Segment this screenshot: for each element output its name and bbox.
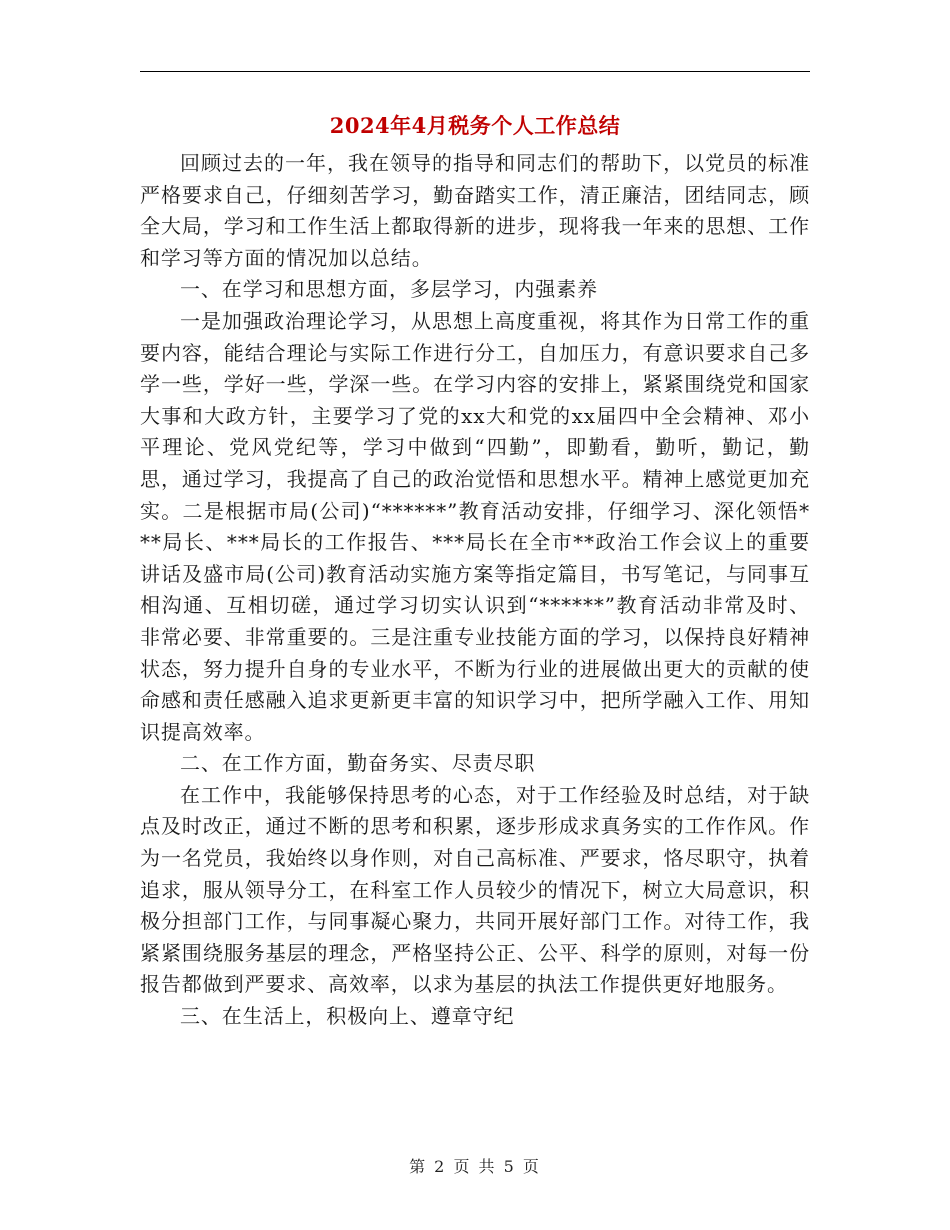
intro-paragraph: 回顾过去的一年，我在领导的指导和同志们的帮助下，以党员的标准严格要求自己，仔细刻苦学习，勤奋踏实工作，清正廉洁，团结同志，顾全大局，学习和工作生活上都取得新的进步，现将我一年来的思想、工作和学习等方面的情况加以总结。: [140, 151, 810, 270]
section-heading-study: 一、在学习和思想方面，多层学习，内强素养: [180, 277, 598, 302]
work-paragraph: 在工作中，我能够保持思考的心态，对于工作经验及时总结，对于缺点及时改正，通过不断的思考和积累，逐步形成求真务实的工作作风。作为一名党员，我始终以身作则，对自己高标准、严要求，恪尽职守，执着追求，服从领导分工，在科室工作人员较少的情况下，树立大局意识，积极分担部门工作，与同事凝心聚力，共同开展好部门工作。对待工作，我紧紧围绕服务基层的理念，严格坚持公正、公平、科学的原则，对每一份报告都做到严要求、高效率，以求为基层的执法工作提供更好地服务。: [140, 782, 810, 997]
page-number: 第 2 页 共 5 页: [409, 1157, 541, 1176]
section-heading-life: 三、在生活上，积极向上、遵章守纪: [180, 1004, 515, 1029]
document-title: 2024年4月税务个人工作总结: [329, 113, 621, 138]
study-paragraph: 一是加强政治理论学习，从思想上高度重视，将其作为日常工作的重要内容，能结合理论与实际工作进行分工，自加压力，有意识要求自己多学一些，学好一些，学深一些。在学习内容的安排上，紧紧围绕党和国家大事和大政方针，主要学习了党的xx大和党的xx届四中全会精神、邓小平理论、党风党纪等，学习中做到“四勤”，即勤看，勤听，勤记，勤思，通过学习，我提高了自己的政治觉悟和思想水平。精神上感觉更加充实。二是根据市局(公司)“******”教育活动安排，仔细学习、深化领悟***局长、***局长的工作报告、***局长在全市**政治工作会议上的重要讲话及盛市局(公司)教育活动实施方案等指定篇目，书写笔记，与同事互相沟通、互相切磋，通过学习切实认识到“******”教育活动非常及时、非常必要、非常重要的。三是注重专业技能方面的学习，以保持良好精神状态，努力提升自身的专业水平，不断为行业的进展做出更大的贡献的使命感和责任感融入追求更新更丰富的知识学习中，把所学融入工作、用知识提高效率。: [140, 308, 810, 744]
document-body: [140, 148, 810, 1033]
section-heading-work: 二、在工作方面，勤奋务实、尽责尽职: [180, 751, 536, 776]
header-rule: [140, 71, 810, 72]
